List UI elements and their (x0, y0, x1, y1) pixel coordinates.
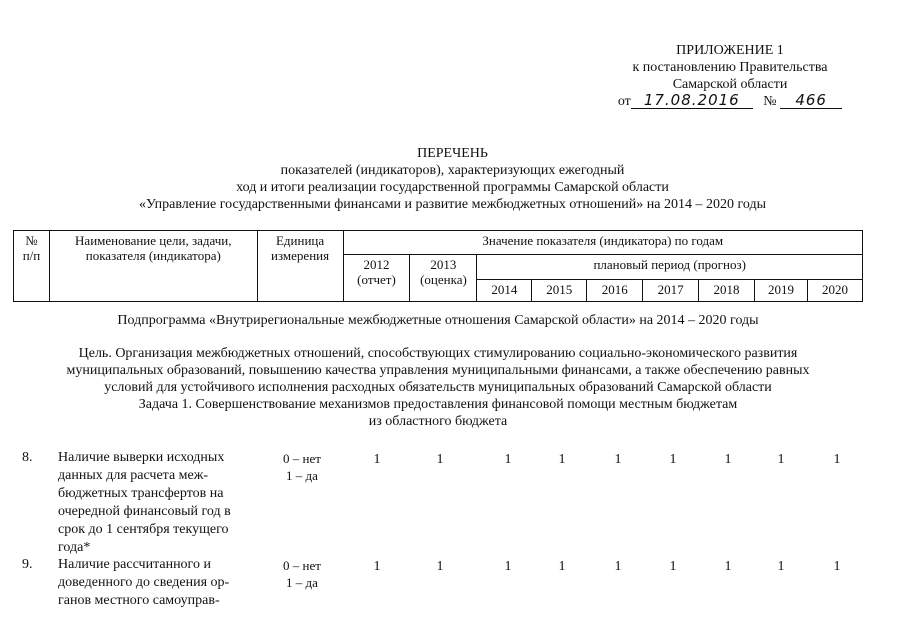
row-value: 1 (436, 559, 444, 574)
goal-line3: условий для устойчивого исполнения расходных обязательств муниципальных образований Самарской области (104, 380, 772, 395)
header-plan-period: плановый период (прогноз) (477, 255, 863, 280)
row-unit: 0 – нет 1 – да (283, 558, 321, 590)
header-unit: Единица измерения (257, 231, 343, 302)
row-indicator-name: Наличие рассчитанного и доведенного до сведения ор- ганов местного самоуправ- (58, 557, 230, 608)
row-value: 1 (669, 452, 677, 467)
handwritten-number: 466 (780, 93, 842, 109)
row-value: 1 (777, 559, 785, 574)
task-line2: из областного бюджета (368, 414, 508, 429)
header-year: 2020 (807, 280, 862, 302)
task-line1: Задача 1. Совершенствование механизмов предоставления финансовой помощи местным бюджетам (138, 397, 738, 412)
row-value: 1 (724, 452, 732, 467)
goal-line2: муниципальных образований, повышению качества управления муниципальными финансами, а также обеспечению равных (66, 363, 810, 378)
title-line3: «Управление государственными финансами и развитие межбюджетных отношений» на 2014 – 2020 годы (138, 197, 767, 212)
row-value: 1 (558, 452, 566, 467)
row-value: 1 (614, 452, 622, 467)
goal-line1: Цель. Организация межбюджетных отношений, способствующих стимулированию социально-экономического развития (78, 346, 798, 361)
header-year-2012: 2012 (отчет) (343, 255, 410, 302)
header-year: 2019 (755, 280, 808, 302)
header-year-2013: 2013 (оценка) (410, 255, 477, 302)
header-num: № п/п (14, 231, 50, 302)
indicator-table-header (13, 230, 863, 302)
title-line2: ход и итоги реализации государственной программы Самарской области (236, 180, 669, 195)
row-number: 8. (22, 450, 33, 465)
row-value: 1 (373, 452, 381, 467)
title-main: ПЕРЕЧЕНЬ (417, 146, 488, 161)
row-value: 1 (436, 452, 444, 467)
row-value: 1 (669, 559, 677, 574)
appendix-line2: к постановлению Правительства (632, 60, 828, 75)
row-value: 1 (777, 452, 785, 467)
appendix-block (580, 42, 880, 110)
row-indicator-name: Наличие выверки исходных данных для расчета меж- бюджетных трансфертов на очередной финансовый год в срок до 1 сентября текущего года* (58, 450, 231, 555)
title-line1: показателей (индикаторов), характеризующих ежегодный (280, 163, 625, 178)
header-year: 2015 (532, 280, 587, 302)
row-value: 1 (833, 452, 841, 467)
document-title (40, 145, 865, 213)
subprogram-title: Подпрограмма «Внутрирегиональные межбюджетные отношения Самарской области» на 2014 – 2020 годы (117, 313, 759, 328)
row-value: 1 (724, 559, 732, 574)
header-year: 2014 (477, 280, 532, 302)
row-unit: 0 – нет 1 – да (283, 451, 321, 483)
header-name: Наименование цели, задачи, показателя (индикатора) (49, 231, 257, 302)
appendix-title: ПРИЛОЖЕНИЕ 1 (676, 43, 784, 58)
appendix-line3: Самарской области (672, 77, 788, 92)
row-value: 1 (373, 559, 381, 574)
goal-block (13, 345, 863, 430)
row-value: 1 (504, 452, 512, 467)
appendix-date-line (580, 93, 880, 110)
number-label: № (763, 94, 777, 109)
row-value: 1 (833, 559, 841, 574)
row-value: 1 (558, 559, 566, 574)
handwritten-date: 17.08.2016 (631, 93, 753, 109)
header-year: 2016 (587, 280, 643, 302)
header-year: 2017 (643, 280, 699, 302)
row-value: 1 (614, 559, 622, 574)
header-values-title: Значение показателя (индикатора) по годам (343, 231, 862, 255)
from-label: от (617, 94, 631, 109)
row-value: 1 (504, 559, 512, 574)
row-number: 9. (22, 557, 33, 572)
header-year: 2018 (699, 280, 755, 302)
